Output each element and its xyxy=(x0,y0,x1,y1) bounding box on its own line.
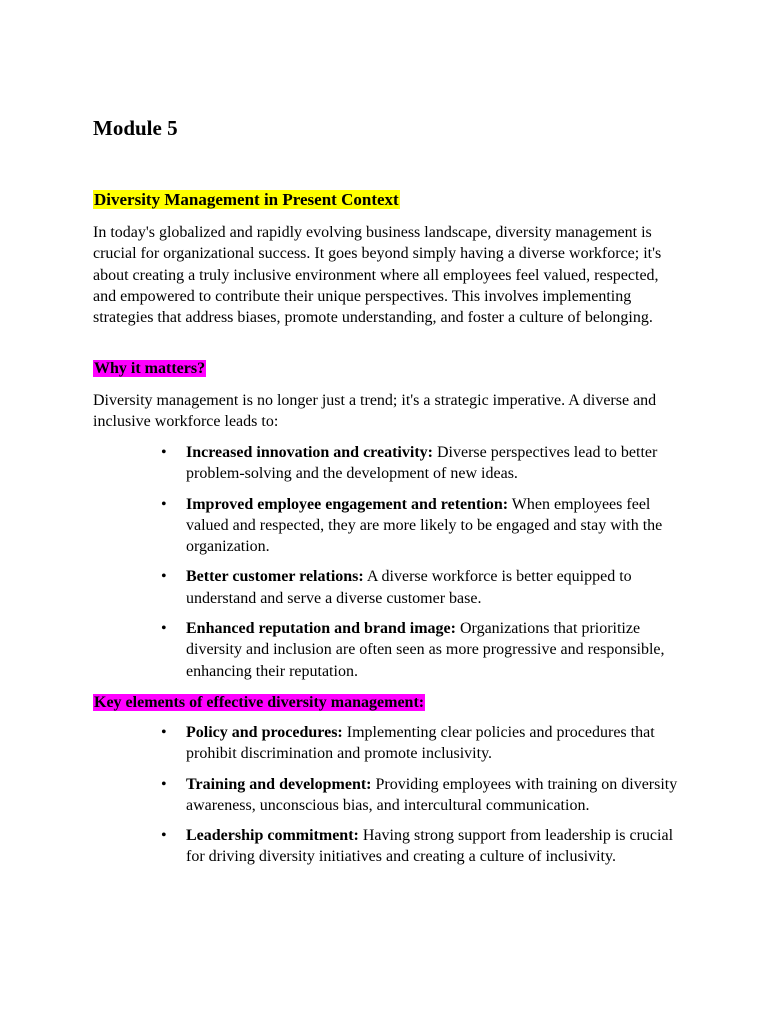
benefit-title: Improved employee engagement and retention: xyxy=(186,495,509,513)
section-heading-text: Diversity Management in Present Context xyxy=(94,190,399,209)
bullet-icon: • xyxy=(161,568,167,586)
why-paragraph: Diversity management is no longer just a trend; it's a strategic imperative. A diverse and inclusive workforce leads to: xyxy=(93,392,657,431)
key-element-text: Providing employees with training on diversity awareness, unconscious bias, and intercultural communication. xyxy=(186,775,678,814)
list-item xyxy=(93,618,682,682)
benefit-text: When employees feel valued and respected, they are more likely to be engaged and stay with the organization. xyxy=(186,495,663,556)
bullet-icon: • xyxy=(161,827,167,845)
bullet-icon: • xyxy=(161,620,167,638)
key-element-title: Leadership commitment: xyxy=(186,827,359,845)
module-title: Module 5 xyxy=(93,116,178,140)
why-it-matters-label xyxy=(93,358,206,379)
intro-paragraph: In today's globalized and rapidly evolving business landscape, diversity management is crucial for organizational success. It goes beyond simply having a diverse workforce; it's about creating a truly inclusive environment where all employees feel valued, respected, and empowered to contribute their unique perspectives. This involves implementing strategies that address biases, promote understanding, and foster a culture of belonging. xyxy=(93,224,662,327)
list-item xyxy=(93,442,682,485)
key-element-title: Policy and procedures: xyxy=(186,724,343,741)
key-element-text: Implementing clear policies and procedures that prohibit discrimination and promote inclusivity. xyxy=(186,724,655,763)
list-item xyxy=(93,566,682,609)
key-element-title: Training and development: xyxy=(186,775,372,793)
benefit-text: A diverse workforce is better equipped to understand and serve a diverse customer base. xyxy=(186,568,632,607)
benefits-list xyxy=(93,442,683,682)
bullet-icon: • xyxy=(161,724,167,741)
section-heading xyxy=(93,188,400,212)
benefit-title: Increased innovation and creativity: xyxy=(186,444,433,461)
key-elements-list xyxy=(93,722,683,868)
bullet-icon: • xyxy=(161,495,167,513)
bullet-icon: • xyxy=(161,444,167,461)
list-item xyxy=(93,494,682,558)
key-elements-label xyxy=(93,692,425,713)
list-item xyxy=(93,825,682,868)
benefit-text: Diverse perspectives lead to better problem-solving and the development of new ideas. xyxy=(186,444,658,483)
why-it-matters-text: Why it matters? xyxy=(94,360,206,377)
benefit-text: Organizations that prioritize diversity and inclusion are often seen as more progressive and responsible, enhancing their reputation. xyxy=(186,620,665,680)
list-item xyxy=(93,722,682,765)
bullet-icon: • xyxy=(161,775,167,793)
benefit-title: Enhanced reputation and brand image: xyxy=(186,620,456,638)
key-element-text: Having strong support from leadership is crucial for driving diversity initiatives and creating a culture of inclusivity. xyxy=(186,827,674,866)
key-elements-text: Key elements of effective diversity management: xyxy=(94,694,425,711)
benefit-title: Better customer relations: xyxy=(186,568,364,586)
list-item xyxy=(93,774,682,817)
